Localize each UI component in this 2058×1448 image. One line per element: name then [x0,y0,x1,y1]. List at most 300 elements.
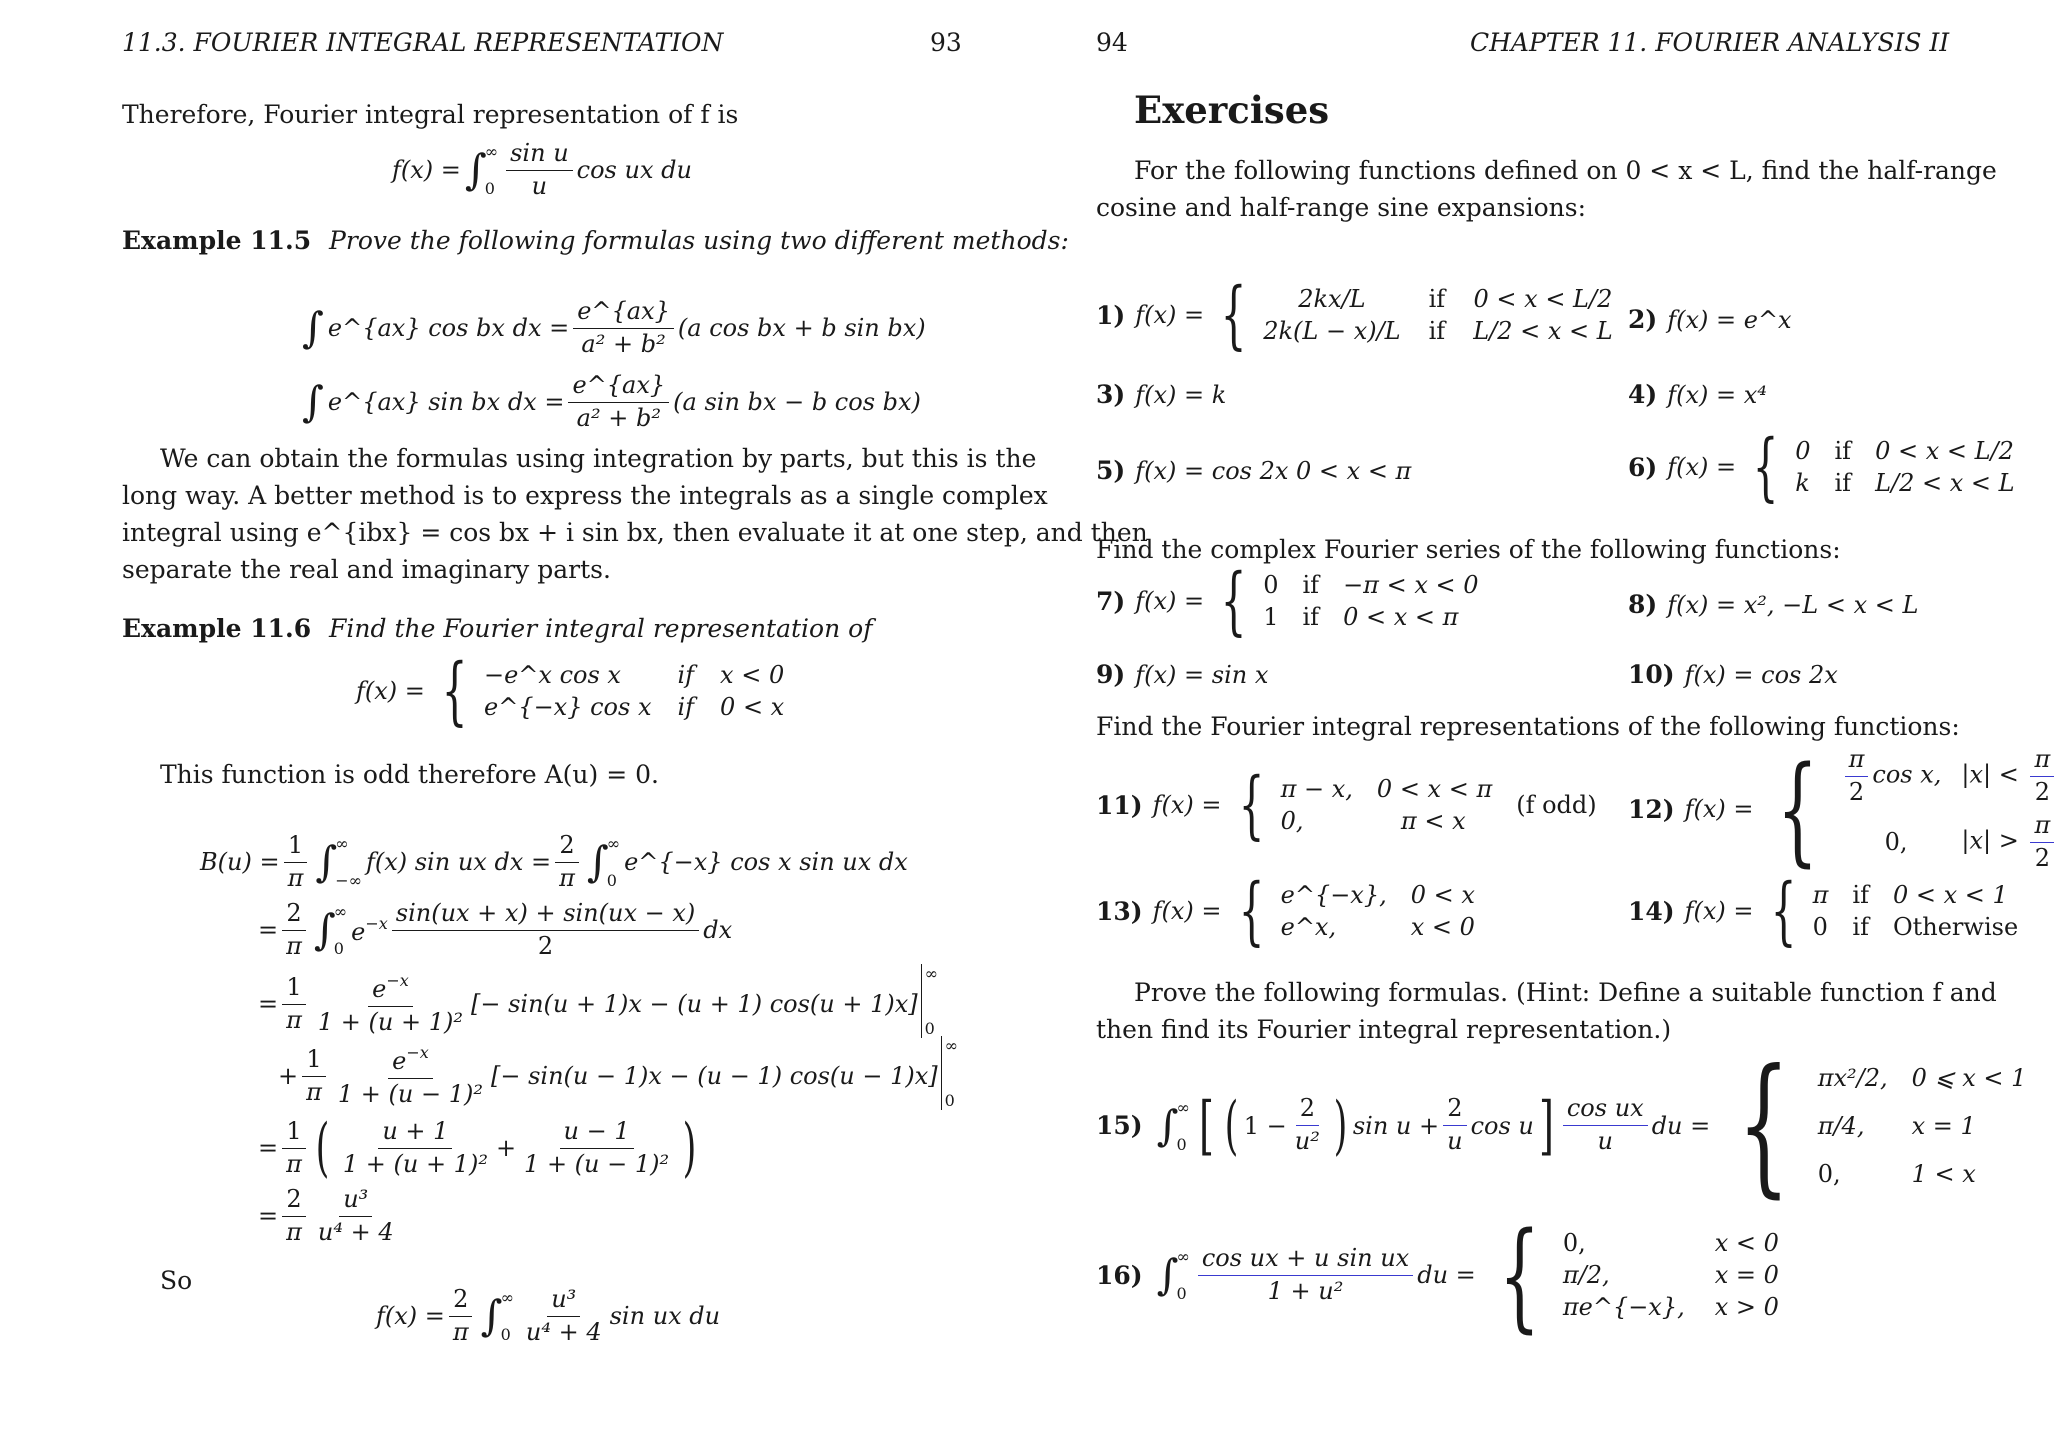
case-expr: 0, [1562,1229,1586,1258]
lower-limit: −∞ [335,871,362,891]
prove-line: Prove the following formulas. (Hint: Define a suitable function f and [1134,978,1997,1007]
denominator: 1 + (u − 1)² [337,1079,483,1108]
integral-sign [1157,1098,1190,1154]
denominator: π [452,1317,469,1346]
denominator: π [306,1077,322,1106]
integral-sign [315,834,362,890]
fraction [339,1118,492,1178]
exercise-number: 2) [1628,305,1658,334]
eq-tail: sin ux du [609,1302,721,1331]
cases [1795,437,2014,497]
cases [1281,775,1493,835]
fraction [522,1286,606,1346]
case-if: if [1834,469,1852,498]
case-if: if [677,693,695,722]
case-expr: 0, [1280,807,1304,836]
case-expr: π/2, [1562,1261,1610,1290]
integral-sign [587,834,620,890]
case-cond: 0 < x < L/2 [1473,285,1613,314]
numerator: 2 [282,1186,305,1217]
equals-sign: = [258,1202,279,1231]
numerator: u³ [547,1286,580,1317]
left-brace: { [1770,868,1797,954]
numerator: π [1845,746,1869,777]
case-expr: 0, [1817,1159,1841,1188]
fraction [2030,812,2054,872]
derivation-line-5 [258,1111,702,1185]
denominator: π [287,863,304,892]
exercise-6 [1628,424,2015,510]
denominator: u [1597,1127,1613,1155]
numerator: $e^{-x}$ [368,972,413,1007]
fraction [1443,1095,1466,1155]
right-paren: ) [682,1111,697,1185]
upper-limit: ∞ [333,902,348,922]
denominator: π [559,863,575,892]
upper-limit: ∞ [1176,1097,1190,1117]
numerator: cos ux [1563,1095,1648,1126]
exercise-number: 15) [1096,1111,1143,1140]
denominator: 1 + (u + 1)² [342,1149,488,1178]
integral-limits [1177,1098,1190,1154]
exercise-expr: f(x) = k [1135,380,1227,409]
formula-tail: (a sin bx − b cos bx) [673,388,921,417]
case-cond: x = 1 [1911,1111,1976,1140]
cases [1263,285,1612,345]
integral-symbol: ∫ [1156,1250,1179,1300]
fraction [282,900,306,960]
fraction [520,1118,673,1178]
denominator: π [286,1217,302,1246]
lower-limit: 0 [333,939,344,959]
denominator: 2 [2034,777,2050,806]
complex-heading: Find the complex Fourier series of the following functions: [1096,535,1841,564]
case-expr: 2k(L − x)/L [1263,317,1401,346]
case-if: if [1428,285,1446,314]
odd-note: This function is odd therefore A(u) = 0. [160,760,659,789]
eq-lhs: f(x) = [1152,791,1222,820]
example-11-6 [122,610,872,647]
plus-sign: + [495,1134,517,1162]
case-expr: e^{−x} cos x [483,693,652,722]
denominator: 2 [537,931,554,960]
case-cond: x > 0 [1714,1293,1779,1322]
example-label: Example 11.6 [122,614,312,643]
equals-sign: = [258,916,279,945]
case-expr: 0 [1812,913,1828,942]
paragraph-line: separate the real and imaginary parts. [122,555,611,584]
exercise-expr: f(x) = e^x [1667,305,1792,334]
lower-limit: 0 [1176,1134,1187,1154]
numerator: u³ [339,1186,372,1217]
upper-limit: ∞ [924,964,938,983]
paragraph-line: integral using e^{ibx} = cos bx + i sin bx, then evaluate it at one step, and then [122,518,1148,547]
eval-bar [941,1036,958,1110]
fraction [334,1044,487,1108]
case-expr: 2kx/L [1298,285,1366,314]
fraction [573,298,674,358]
bracket-expr: [− sin(u − 1)x − (u − 1) cos(u − 1)x] [490,1062,938,1090]
fraction [506,140,573,200]
formula-sin [298,372,921,432]
exercise-expr: f(x) = cos 2x [1684,660,1838,689]
exercise-expr: f(x) = cos 2x 0 < x < π [1135,456,1412,485]
cases [1263,571,1478,631]
exercise-expr: f(x) = x⁴ [1667,380,1767,409]
case-cond: 1 < x [1911,1159,1976,1188]
case-expr: π [1812,881,1829,910]
denominator: π [286,931,302,960]
case-cond: 0 < x [1410,881,1475,910]
case-cond: Otherwise [1892,913,2019,942]
integral-symbol: ∫ [313,905,336,955]
denominator: 2 [1848,777,1865,806]
equals-sign: = [258,1134,279,1162]
fraction [284,832,308,892]
numerator: 2 [282,900,305,931]
numerator: e^{ax} [568,372,669,403]
case-cond: x < 0 [1410,913,1475,942]
integral-limits [485,142,498,198]
cos-term: cos u [1470,1111,1534,1140]
final-equation [376,1286,720,1346]
numerator: cos ux + u sin ux [1198,1245,1413,1276]
integral-symbol: ∫ [464,145,487,195]
denominator: u [1447,1127,1463,1155]
exercise-2 [1628,305,1792,334]
exercise-14 [1628,868,2019,954]
exercise-note: (f odd) [1516,791,1597,820]
exercise-11 [1096,762,1597,848]
so-text: So [160,1266,193,1295]
numerator: 2 [1443,1095,1466,1126]
case-expr: −e^x cos x [483,661,621,690]
case-cond [1961,812,2058,872]
intro-text: Therefore, Fourier integral representation of f is [122,100,739,129]
exercise-7 [1096,558,1479,644]
left-bracket: [ [1198,1088,1214,1163]
integral-symbol: ∫ [1156,1100,1179,1150]
derivation-line-3 [258,964,938,1038]
exercise-number: 3) [1096,380,1126,409]
eq-lhs: f(x) = [1135,587,1205,616]
exercise-number: 10) [1628,660,1675,689]
formula-tail: (a cos bx + b sin bx) [677,314,926,343]
example-text: Find the Fourier integral representation of [329,614,873,643]
case-expr: 0 [1263,571,1279,600]
numerator: 2 [449,1286,472,1317]
fraction [568,372,669,432]
fraction [2030,746,2054,806]
exercise-4 [1628,380,1767,409]
denominator: u⁴ + 4 [525,1317,602,1346]
lower-limit: 0 [924,1019,935,1038]
case-expr: π/4, [1817,1111,1865,1140]
numerator: u − 1 [560,1118,634,1149]
exercise-9 [1096,660,1268,689]
left-paren: ( [315,1111,330,1185]
exercise-expr: f(x) = x², −L < x < L [1667,590,1919,619]
exercise-13 [1096,868,1475,954]
exercise-number: 12) [1628,794,1675,824]
integral-limits [607,834,620,890]
dx: dx [703,916,733,945]
exercise-expr: f(x) = sin x [1135,660,1269,689]
integrand: f(x) sin ux dx = [365,848,552,877]
case-expr: πe^{−x}, [1562,1293,1685,1322]
case-expr: 0 [1795,437,1811,466]
running-header-section: 11.3. FOURIER INTEGRAL REPRESENTATION [122,28,724,57]
paragraph-line: long way. A better method is to express the integrals as a single complex [122,481,1048,510]
upper-limit: ∞ [1176,1247,1190,1267]
case-expr: 0, [1884,828,1908,857]
formula-lhs: e^{ax} cos bx dx = [327,314,570,343]
exercise-15 [1096,1038,2027,1212]
left-brace: { [1220,558,1247,644]
case-expr: π − x, [1280,775,1353,804]
denominator: 1 + (u − 1)² [524,1149,670,1178]
cases [484,661,784,721]
right-bracket: ] [1538,1088,1554,1163]
case-cond: π < x [1400,807,1466,836]
eq-tail: cos ux du [576,156,692,185]
bracket-expr: [− sin(u + 1)x − (u + 1) cos(u + 1)x] [470,990,918,1018]
exercise-number: 6) [1628,452,1658,482]
denominator: π [286,1149,302,1178]
fraction [392,900,700,960]
case-text: cos x, [1872,760,1942,789]
right-paren: ) [1333,1088,1348,1163]
derivation-line-6 [258,1186,402,1246]
fraction [1198,1245,1413,1305]
integral-sign [314,902,347,958]
case-cond: x = 0 [1714,1261,1779,1290]
fraction [282,974,306,1034]
case-expr: 1 [1263,603,1279,632]
left-brace: { [1498,1206,1540,1344]
prove-line: then find its Fourier integral representation.) [1096,1015,1672,1044]
integral-symbol: ∫ [315,837,338,887]
denominator: 1 + (u + 1)² [317,1007,463,1036]
upper-limit: ∞ [335,834,349,854]
denominator: 2 [2034,843,2050,872]
fraction [1291,1095,1324,1155]
exercise-number: 4) [1628,380,1658,409]
case-cond: 0 < x < 1 [1892,881,2008,910]
numerator: 1 [282,974,305,1005]
case-if: if [1852,913,1869,942]
integral-heading: Find the Fourier integral representations of the following functions: [1096,712,1960,741]
case-cond: x < 0 [1714,1229,1779,1258]
exercise-number: 14) [1628,896,1675,926]
left-brace: { [1776,740,1818,879]
example-11-5 [122,222,1069,259]
integral-symbol: ∫ [480,1291,503,1341]
lower-limit: 0 [484,179,495,199]
denominator: u [531,171,548,200]
denominator: 1 + u² [1267,1276,1344,1305]
integral-sign [302,377,324,427]
du-equals: du = [1651,1111,1711,1140]
fraction [449,1286,473,1346]
left-paren: ( [1224,1088,1239,1163]
integral-symbol: ∫ [586,837,609,887]
left-brace: { [1220,272,1247,358]
exercise-number: 11) [1096,790,1143,820]
integral-symbol: ∫ [302,377,324,427]
exercise-number: 9) [1096,660,1126,689]
eval-bar [921,964,938,1038]
exercise-3 [1096,380,1226,409]
case-cond-text: |x| > [1961,826,2019,855]
piecewise-function [356,648,785,734]
fraction [555,832,579,892]
case-if: if [1302,571,1320,600]
right-page [1024,0,2051,1448]
case-cond: 0 < x < π [1376,775,1493,804]
lower-limit: 0 [944,1091,955,1110]
exercise-number: 8) [1628,590,1658,619]
integral-symbol: ∫ [302,303,324,353]
fraction [302,1046,326,1106]
left-brace: { [1737,1038,1791,1212]
page-number: 94 [1096,28,1128,57]
integral-sign [465,142,498,198]
exercise-number: 13) [1096,896,1143,926]
eq-lhs: f(x) = [392,156,461,185]
case-cond: x < 0 [720,661,785,690]
derivation-line-1 [200,832,908,892]
integral-limits [501,1288,514,1344]
evaluation [470,964,938,1038]
upper-limit: ∞ [500,1288,514,1308]
case-cond: L/2 < x < L [1875,469,2015,498]
case-cond [1961,746,2058,806]
left-brace: { [1238,868,1265,954]
cases [1813,881,2019,941]
formula-cos [298,298,926,358]
left-brace: { [441,648,468,734]
plus-sign: + [278,1062,299,1090]
eq-lhs: f(x) = [1684,795,1754,824]
integral-sign [1157,1247,1190,1303]
eq-lhs: f(x) = [1684,897,1754,926]
fraction [282,1186,306,1246]
exercises-title: Exercises [1134,88,1330,132]
intro-line: cosine and half-range sine expansions: [1096,193,1586,222]
lower-limit: 0 [1176,1284,1187,1304]
eq-lhs: B(u) = [200,848,280,877]
lower-limit: 0 [500,1325,511,1345]
eq-lhs: f(x) = [376,1302,445,1331]
exercise-number: 16) [1096,1260,1143,1290]
numerator: 1 [284,832,307,863]
integrand: e^{−x} cos x sin ux dx [624,848,908,877]
numerator: π [2030,746,2054,777]
case-cond-text: |x| < [1961,760,2019,789]
numerator: 2 [555,832,578,863]
exercise-number: 1) [1096,300,1126,330]
cases [1281,881,1475,941]
fraction [282,1118,306,1178]
page-number: 93 [930,28,962,57]
fraction [314,972,467,1036]
formula-lhs: e^{ax} sin bx dx = [327,388,565,417]
denominator: π [286,1005,302,1034]
numerator: e^{ax} [573,298,674,329]
denominator: u² [1294,1127,1320,1155]
integral-limits [334,902,347,958]
case-cond: 0 < x < L/2 [1875,437,2014,466]
numerator: 2 [1296,1095,1319,1126]
cases [1841,746,2058,872]
case-cond: L/2 < x < L [1473,317,1613,346]
example-label: Example 11.5 [122,226,312,255]
evaluation [490,1036,958,1110]
exercise-5 [1096,456,1411,485]
left-brace: { [1752,424,1779,510]
exercise-number: 7) [1096,586,1126,616]
integral-limits [1177,1247,1190,1303]
case-cond: 0 < x [720,693,785,722]
running-header-chapter: CHAPTER 11. FOURIER ANALYSIS II [1470,28,1950,57]
example-text: Prove the following formulas using two different methods: [329,226,1069,255]
exercise-8 [1628,590,1918,619]
integral-sign [302,303,324,353]
eq-lhs: f(x) = [1667,453,1737,482]
sin-term: sin u + [1352,1111,1440,1140]
one-minus: 1 − [1243,1111,1287,1140]
exercise-12 [1628,740,2058,879]
eq-lhs: f(x) = [1135,301,1205,330]
intro-line: For the following functions defined on 0 < x < L, find the half-range [1134,156,1997,185]
case-if: if [1834,437,1852,466]
case-if: if [677,661,695,690]
upper-limit: ∞ [606,834,621,854]
case-cond: 0 ⩽ x < 1 [1911,1063,2027,1092]
derivation-line-2 [258,900,732,960]
case-cond: −π < x < 0 [1343,571,1479,600]
denominator: u⁴ + 4 [317,1217,394,1246]
numerator: π [2030,812,2054,843]
case-if: if [1852,881,1869,910]
paragraph-line: We can obtain the formulas using integration by parts, but this is the [160,444,1037,473]
numerator: 1 [302,1046,325,1077]
numerator: sin u [506,140,573,171]
numerator: u + 1 [378,1118,452,1149]
case-expr: e^{−x}, [1280,881,1387,910]
derivation-line-4 [278,1036,958,1110]
case-if: if [1428,317,1446,346]
fraction [314,1186,398,1246]
exercise-number: 5) [1096,456,1126,485]
exercise-1 [1096,272,1613,358]
lower-limit: 0 [606,871,617,891]
du-equals: du = [1417,1261,1476,1290]
numerator: 1 [282,1118,305,1149]
upper-limit: ∞ [484,142,499,162]
left-brace: { [1238,762,1265,848]
exercise-16 [1096,1206,1779,1344]
fraction [1563,1095,1648,1155]
case-cond: 0 < x < π [1343,603,1459,632]
equals-sign: = [258,990,279,1018]
cases [1563,1229,1779,1321]
numerator: sin(ux + x) + sin(ux − x) [392,900,700,931]
eq-lhs: f(x) = [356,677,425,706]
fraction [1845,746,1869,806]
denominator: a² + b² [581,329,666,358]
